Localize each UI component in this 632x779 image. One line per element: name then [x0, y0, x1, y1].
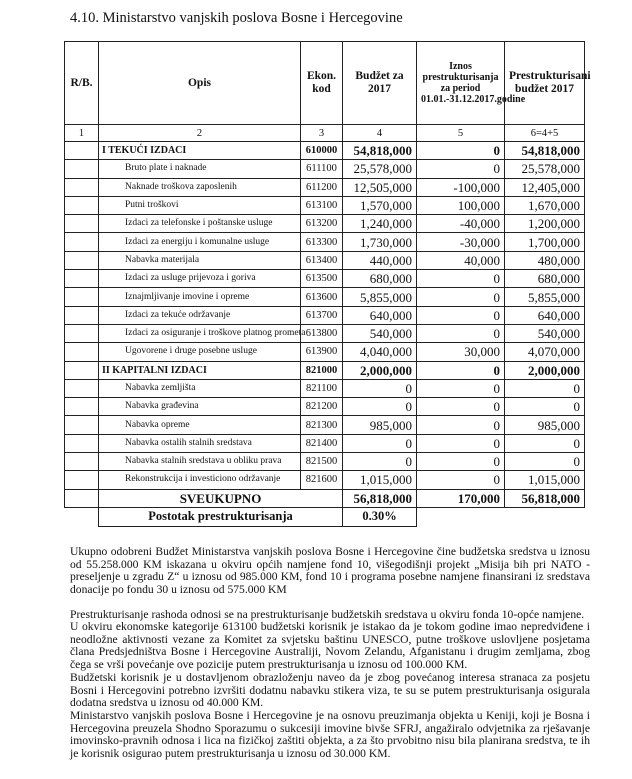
- cell-rb: [65, 288, 99, 306]
- cell-iznos: 0: [417, 270, 505, 288]
- table-row: [65, 270, 585, 288]
- paragraph-travel: U okviru ekonomske kategorije 613100 budžetski korisnik je istakao da je tokom godine imao nepredviđene i neodložne aktivnosti vezane za Komitet za svjetsku baštinu UNESCO, putne troškove uslovljene posjetama člana Predsjedništva Bosne i Hercegovine Australiji, Novom Zelandu, Afganistanu i drugim zemljama, zbog čega se vrši povećanje ove pozicije putem prestrukturisanja u iznosu od 100.000 KM.: [70, 620, 590, 671]
- cell-iznos: 0: [417, 160, 505, 178]
- cell-kod: 821400: [301, 434, 343, 452]
- cell-opis: Izdaci za tekuće održavanje: [99, 306, 301, 324]
- cell-opis: Izdaci za usluge prijevoza i goriva: [99, 270, 301, 288]
- cell-kod: 610000: [301, 142, 343, 160]
- table-row: [65, 233, 585, 251]
- header-kod: Ekon. kod: [301, 42, 343, 125]
- cell-opis: Izdaci za energiju i komunalne usluge: [99, 233, 301, 251]
- cell-opis: Iznajmljivanje imovine i opreme: [99, 288, 301, 306]
- cell-rb: [65, 324, 99, 342]
- paragraph-kenya: Ministarstvo vanjskih poslova Bosne i Hercegovine je na osnovu preuzimanja objekta u Keniji, koji je Bosna i Hercegovina preuzela Shodno Sporazumu o sukcesiji imovine bivše SFRJ, angažiralo odvjetnika za rješavanje imovinsko-pravnih odnosa i lica na fizičkoj zaštiti objekta, a za što prvobitno nisu bila planirana sredstva, te ih je korisnik osigurao putem prestrukturisanja u iznosu od 30.000 KM.: [70, 709, 590, 760]
- cell-budzet: 1,240,000: [343, 215, 417, 233]
- cell-prestruk: 4,070,000: [505, 343, 585, 361]
- cell-budzet: 680,000: [343, 270, 417, 288]
- cell-budzet: 0: [343, 453, 417, 471]
- cell-iznos: 0: [417, 416, 505, 434]
- cell-opis: Nabavka zemljišta: [99, 379, 301, 397]
- table-row: [65, 361, 585, 379]
- cell-opis: I TEKUĆI IZDACI: [99, 142, 301, 160]
- cell-prestruk: 680,000: [505, 270, 585, 288]
- cell-iznos: 40,000: [417, 251, 505, 269]
- cell-opis: Nabavka stalnih sredstava u obliku prava: [99, 453, 301, 471]
- cell-iznos: 0: [417, 324, 505, 342]
- colnum: 4: [343, 125, 417, 142]
- cell-prestruk: 0: [505, 398, 585, 416]
- table-row: [65, 379, 585, 397]
- cell-budzet: 1,015,000: [343, 471, 417, 489]
- cell-prestruk: 1,200,000: [505, 215, 585, 233]
- cell-rb: [65, 379, 99, 397]
- total-row: [65, 489, 585, 507]
- cell-opis: Nabavka ostalih stalnih sredstava: [99, 434, 301, 452]
- cell-prestruk: 12,405,000: [505, 178, 585, 196]
- cell-prestruk: 5,855,000: [505, 288, 585, 306]
- cell-iznos: 100,000: [417, 196, 505, 214]
- cell-iznos: 0: [417, 453, 505, 471]
- cell-budzet: 54,818,000: [343, 142, 417, 160]
- paragraph-visa: Budžetski korisnik je u dostavljenom obrazloženju naveo da je zbog povećanog interesa stranaca za posjetu Bosni i Hercegovini potrebno izvršiti dodatnu nabavku stikera viza, te su se putem prestrukturisanja osigurala dodatna sredstva u iznosu od 40.000 KM.: [70, 671, 590, 710]
- cell-opis: Nabavka materijala: [99, 251, 301, 269]
- cell-prestruk: 985,000: [505, 416, 585, 434]
- percentage-row: [65, 507, 585, 526]
- colnum: 3: [301, 125, 343, 142]
- cell-kod: 613100: [301, 196, 343, 214]
- cell-budzet: 0: [343, 434, 417, 452]
- cell-budzet: 640,000: [343, 306, 417, 324]
- table-row: [65, 178, 585, 196]
- cell-budzet: 25,578,000: [343, 160, 417, 178]
- cell-prestruk: 0: [505, 434, 585, 452]
- cell-rb: [65, 453, 99, 471]
- blank-cell: [65, 507, 99, 526]
- cell-opis: Rekonstrukcija i investiciono održavanje: [99, 471, 301, 489]
- budget-table: [64, 41, 591, 527]
- cell-rb: [65, 196, 99, 214]
- cell-prestruk: 640,000: [505, 306, 585, 324]
- table-row: [65, 196, 585, 214]
- header-row: [65, 42, 585, 125]
- cell-kod: 611100: [301, 160, 343, 178]
- table-row: [65, 251, 585, 269]
- cell-iznos: 0: [417, 398, 505, 416]
- cell-iznos: -40,000: [417, 215, 505, 233]
- cell-kod: 613900: [301, 343, 343, 361]
- total-iznos: 170,000: [417, 489, 505, 507]
- table-row: [65, 343, 585, 361]
- cell-budzet: 440,000: [343, 251, 417, 269]
- header-opis: Opis: [99, 42, 301, 125]
- cell-opis: II KAPITALNI IZDACI: [99, 361, 301, 379]
- cell-kod: 613400: [301, 251, 343, 269]
- cell-rb: [65, 361, 99, 379]
- cell-kod: 821200: [301, 398, 343, 416]
- header-rb: R/B.: [65, 42, 99, 125]
- cell-prestruk: 1,015,000: [505, 471, 585, 489]
- table-row: [65, 160, 585, 178]
- cell-iznos: 0: [417, 142, 505, 160]
- cell-budzet: 540,000: [343, 324, 417, 342]
- percentage-label: Postotak prestrukturisanja: [99, 507, 343, 526]
- cell-budzet: 2,000,000: [343, 361, 417, 379]
- cell-budzet: 0: [343, 379, 417, 397]
- cell-kod: 611200: [301, 178, 343, 196]
- cell-kod: 821500: [301, 453, 343, 471]
- column-number-row: [65, 125, 585, 142]
- cell-prestruk: 25,578,000: [505, 160, 585, 178]
- cell-iznos: 0: [417, 379, 505, 397]
- cell-kod: 613300: [301, 233, 343, 251]
- cell-budzet: 985,000: [343, 416, 417, 434]
- blank-cell: [417, 507, 505, 526]
- cell-opis: Bruto plate i naknade: [99, 160, 301, 178]
- table-row: [65, 142, 585, 160]
- cell-budzet: 12,505,000: [343, 178, 417, 196]
- table-row: [65, 215, 585, 233]
- cell-rb: [65, 142, 99, 160]
- table-row: [65, 398, 585, 416]
- cell-kod: 821600: [301, 471, 343, 489]
- cell-iznos: 0: [417, 306, 505, 324]
- cell-opis: Nabavka građevina: [99, 398, 301, 416]
- percentage-value: 0.30%: [343, 507, 417, 526]
- paragraph-fund: Prestrukturisanje rashoda odnosi se na prestrukturisanje budžetskih sredstava u okviru fonda 10-opće namjene.: [70, 608, 585, 621]
- cell-iznos: 0: [417, 288, 505, 306]
- cell-kod: 821300: [301, 416, 343, 434]
- cell-prestruk: 54,818,000: [505, 142, 585, 160]
- cell-iznos: -100,000: [417, 178, 505, 196]
- cell-budzet: 1,570,000: [343, 196, 417, 214]
- cell-budzet: 5,855,000: [343, 288, 417, 306]
- cell-kod: 613700: [301, 306, 343, 324]
- table-row: [65, 434, 585, 452]
- colnum: 1: [65, 125, 99, 142]
- total-budzet: 56,818,000: [343, 489, 417, 507]
- header-iznos: Iznos prestrukturisanja za period 01.01.-31.12.2017.godine: [417, 42, 505, 125]
- cell-opis: Izdaci za telefonske i poštanske usluge: [99, 215, 301, 233]
- cell-rb: [65, 215, 99, 233]
- cell-opis: Putni troškovi: [99, 196, 301, 214]
- cell-rb: [65, 233, 99, 251]
- cell-kod: 821000: [301, 361, 343, 379]
- cell-prestruk: 2,000,000: [505, 361, 585, 379]
- cell-rb: [65, 343, 99, 361]
- cell-budzet: 1,730,000: [343, 233, 417, 251]
- cell-kod: 613800: [301, 324, 343, 342]
- cell-rb: [65, 251, 99, 269]
- cell-opis: Naknade troškova zaposlenih: [99, 178, 301, 196]
- colnum: 5: [417, 125, 505, 142]
- cell-iznos: 0: [417, 361, 505, 379]
- cell-budzet: 0: [343, 398, 417, 416]
- blank-cell: [505, 507, 585, 526]
- table-row: [65, 471, 585, 489]
- page-title: 4.10. Ministarstvo vanjskih poslova Bosne i Hercegovine: [70, 10, 403, 26]
- cell-prestruk: 480,000: [505, 251, 585, 269]
- cell-rb: [65, 270, 99, 288]
- total-label: SVEUKUPNO: [99, 489, 343, 507]
- cell-iznos: 30,000: [417, 343, 505, 361]
- cell-rb: [65, 416, 99, 434]
- cell-prestruk: 1,700,000: [505, 233, 585, 251]
- cell-iznos: 0: [417, 434, 505, 452]
- paragraph-intro: Ukupno odobreni Budžet Ministarstva vanjskih poslova Bosne i Hercegovine čine budžetska sredstva u iznosu od 55.258.000 KM iskazana u okviru općih namjene fond 10, višegodišnji projekt „Misija bih pri NATO - preseljenje u zgradu Z“ u iznosu od 985.000 KM, fond 10 i programa posebne namjene finansirani iz sredstava donacije po fondu 30 u iznosu od 575.000 KM: [70, 545, 590, 596]
- colnum: 2: [99, 125, 301, 142]
- colnum: 6=4+5: [505, 125, 585, 142]
- cell-rb: [65, 306, 99, 324]
- cell-rb: [65, 434, 99, 452]
- header-prestruk: Prestrukturisani budžet 2017: [505, 42, 585, 125]
- cell-rb: [65, 471, 99, 489]
- cell-rb: [65, 160, 99, 178]
- table-row: [65, 324, 585, 342]
- cell-opis: Ugovorene i druge posebne usluge: [99, 343, 301, 361]
- cell-kod: 613500: [301, 270, 343, 288]
- cell-opis: Izdaci za osiguranje i troškove platnog prometa: [99, 324, 301, 342]
- total-prestruk: 56,818,000: [505, 489, 585, 507]
- table-row: [65, 288, 585, 306]
- cell-iznos: -30,000: [417, 233, 505, 251]
- table-row: [65, 453, 585, 471]
- table-body: [65, 142, 585, 490]
- total-rb: [65, 489, 99, 507]
- table-row: [65, 416, 585, 434]
- cell-kod: 613600: [301, 288, 343, 306]
- cell-kod: 821100: [301, 379, 343, 397]
- cell-iznos: 0: [417, 471, 505, 489]
- cell-budzet: 4,040,000: [343, 343, 417, 361]
- cell-rb: [65, 178, 99, 196]
- cell-prestruk: 0: [505, 453, 585, 471]
- cell-prestruk: 0: [505, 379, 585, 397]
- cell-prestruk: 540,000: [505, 324, 585, 342]
- cell-opis: Nabavka opreme: [99, 416, 301, 434]
- cell-prestruk: 1,670,000: [505, 196, 585, 214]
- cell-rb: [65, 398, 99, 416]
- header-budzet: Budžet za 2017: [343, 42, 417, 125]
- cell-kod: 613200: [301, 215, 343, 233]
- table-row: [65, 306, 585, 324]
